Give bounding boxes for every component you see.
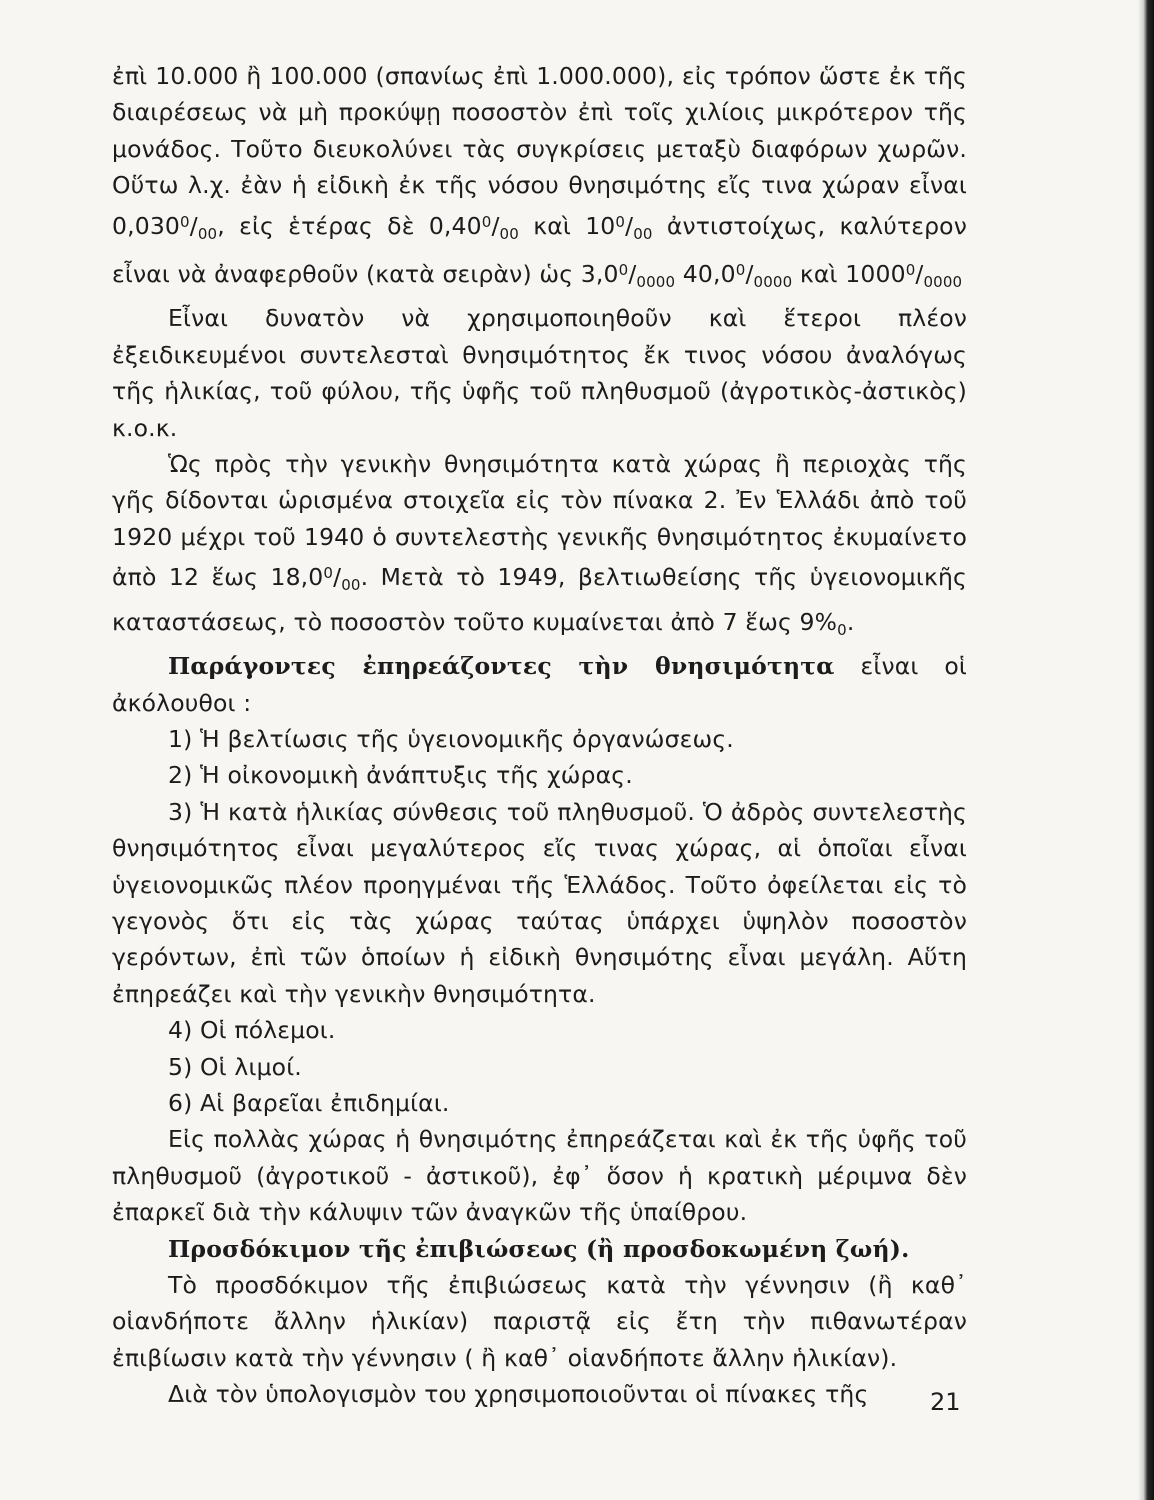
body-text: [112, 58, 967, 1413]
list-item: 2) Ἡ οἰκονομικὴ ἀνάπτυξις τῆς χώρας.: [168, 761, 633, 790]
paragraph-factors-intro: Παράγοντες ἐπηρεάζοντες τὴν θνησιμότητα εἶναι οἱ ἀκόλουθοι :: [112, 652, 967, 717]
section-heading-factors: Παράγοντες ἐπηρεάζοντες τὴν θνησιμότητα: [168, 652, 835, 681]
paragraph-rate-scaling: ἐπὶ 10.000 ἢ 100.000 (σπανίως ἐπὶ 1.000.000), εἰς τρόπον ὥστε ἐκ τῆς διαιρέσεως νὰ μὴ προκύψῃ ποσοστὸν ἐπὶ τοῖς χιλίοις μικρότερον τῆς μονάδος. Τοῦτο διευκολύνει τὰς συγκρίσεις μεταξὺ διαφόρων χωρῶν. Οὕτω λ.χ. ἐὰν ἡ εἰδικὴ ἐκ τῆς νόσου θνησιμότης εἴς τινα χώραν εἶναι $0,030^0/_{00}$, εἰς ἑτέρας δὲ $0,40^0/_{00}$ καὶ $10^0/_{00}$ ἀντιστοίχως, καλύτερον εἶναι νὰ ἀναφερθοῦν (κατὰ σειρὰν) ὡς $3,0^0/_{0000}$ $40,0^0/_{0000}$ καὶ $1000^0/_{0000}$: [112, 62, 967, 292]
page-binding-edge: [1138, 0, 1154, 1500]
paragraph-life-expectancy-heading: [112, 1231, 967, 1267]
paragraph-rural-urban: Εἰς πολλὰς χώρας ἡ θνησιμότης ἐπηρεάζεται καὶ ἐκ τῆς ὑφῆς τοῦ πληθυσμοῦ (ἀγροτικοῦ - ἀστικοῦ), ἐφ᾽ ὅσον ἡ κρατικὴ μέριμνα δὲν ἐπαρκεῖ διὰ τὴν κάλυψιν τῶν ἀναγκῶν τῆς ὑπαίθρου.: [112, 1125, 967, 1227]
paragraph-life-expectancy-definition: Τὸ προσδόκιμον τῆς ἐπιβιώσεως κατὰ τὴν γέννησιν (ἢ καθ᾽ οἱανδήποτε ἄλλην ἡλικίαν) παριστᾷ εἰς ἔτη τὴν πιθανωτέραν ἐπιβίωσιν κατὰ τὴν γέννησιν ( ἢ καθ᾽ οἱανδήποτε ἄλλην ἡλικίαν).: [112, 1271, 967, 1372]
list-item: 4) Οἱ πόλεμοι.: [168, 1016, 336, 1045]
list-item: 6) Αἱ βαρεῖαι ἐπιδημίαι.: [168, 1088, 450, 1117]
paragraph-specialized-rates: Εἶναι δυνατὸν νὰ χρησιμοποιηθοῦν καὶ ἕτεροι πλέον ἐξειδικευμένοι συντελεσταὶ θνησιμότητος ἔκ τινος νόσου ἀναλόγως τῆς ἡλικίας, τοῦ φύλου, τῆς ὑφῆς τοῦ πληθυσμοῦ (ἀγροτικὸς-ἀστικὸς) κ.ο.κ.: [112, 304, 967, 442]
section-heading-life-expectancy: Προσδόκιμον τῆς ἐπιβιώσεως (ἢ προσδοκωμένη ζωή).: [168, 1234, 910, 1263]
list-item: 5) Οἱ λιμοί.: [168, 1052, 302, 1081]
paragraph-general-mortality: Ὡς πρὸς τὴν γενικὴν θνησιμότητα κατὰ χώρας ἢ περιοχὰς τῆς γῆς δίδονται ὡρισμένα στοιχεῖα εἰς τὸν πίνακα 2. Ἐν Ἑλλάδι ἀπὸ τοῦ 1920 μέχρι τοῦ 1940 ὁ συντελεστὴς γενικῆς θνησιμότητος ἐκυμαίνετο ἀπὸ 12 ἕως $18,0^0/_{00}$. Μετὰ τὸ 1949, βελτιωθείσης τῆς ὑγειονομικῆς καταστάσεως, τὸ ποσοστὸν τοῦτο κυμαίνεται ἀπὸ 7 ἕως $9\%_0$.: [112, 450, 967, 639]
page-number: 21: [930, 1388, 961, 1416]
list-item: 1) Ἡ βελτίωσις τῆς ὑγειονομικῆς ὀργανώσεως.: [168, 724, 734, 753]
paragraph-calculation: Διὰ τὸν ὑπολογισμὸν του χρησιμοποιοῦνται οἱ πίνακες τῆς: [168, 1380, 869, 1409]
list-item: 3) Ἡ κατὰ ἡλικίας σύνθεσις τοῦ πληθυσμοῦ. Ὁ ἀδρὸς συντελεστὴς θνησιμότητος εἶναι μεγαλύτερος εἴς τινας χώρας, αἱ ὁποῖαι εἶναι ὑγειονομικῶς πλέον προηγμέναι τῆς Ἑλλάδος. Τοῦτο ὀφείλεται εἰς τὸ γεγονὸς ὅτι εἰς τὰς χώρας ταύτας ὑπάρχει ὑψηλὸν ποσοστὸν γερόντων, ἐπὶ τῶν ὁποίων ἡ εἰδικὴ θνησιμότης εἶναι μεγάλη. Αὕτη ἐπηρεάζει καὶ τὴν γενικὴν θνησιμότητα.: [112, 797, 967, 1008]
